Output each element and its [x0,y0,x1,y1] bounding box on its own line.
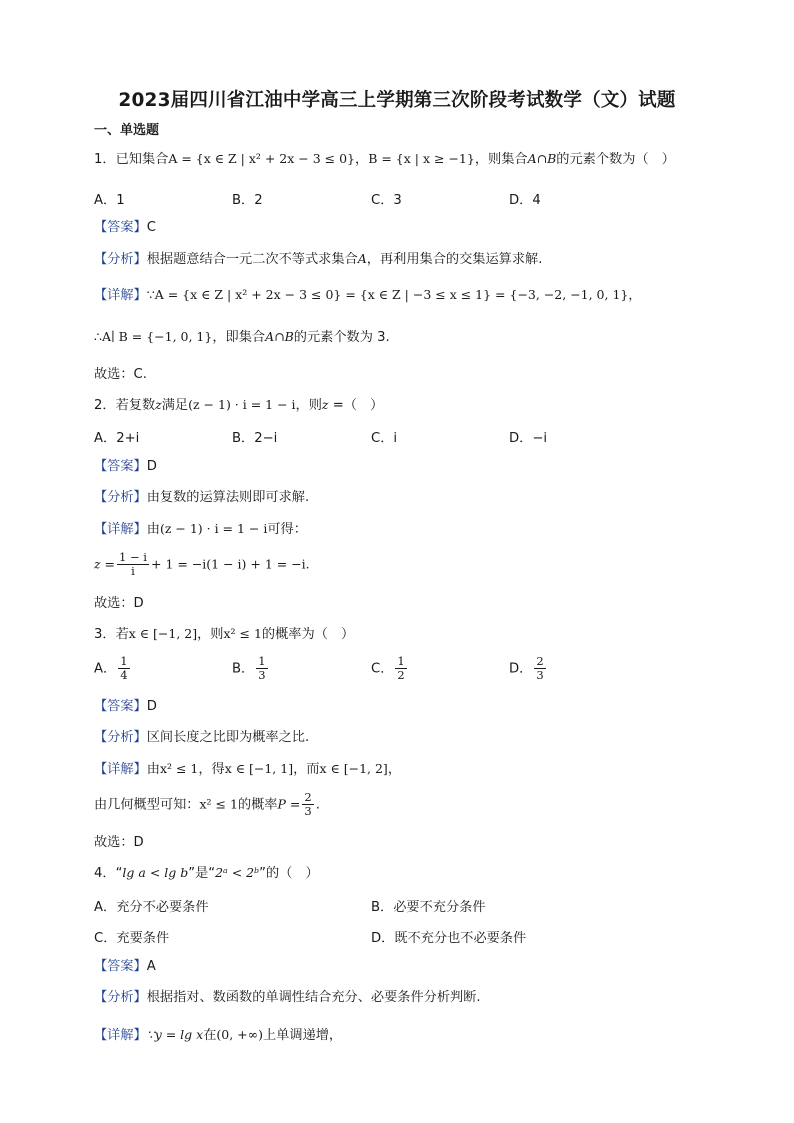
analysis-label: 【分析】 [94,730,147,745]
question-3 [94,625,354,644]
detail-label: 【详解】 [94,288,147,303]
option-d: D．既不充分也不必要条件 [371,931,527,946]
fraction-numerator: 1 − i [119,550,147,564]
detail-line [94,760,401,779]
answer-label: 【答案】 [94,959,147,974]
fraction-denominator: 4 [120,668,128,682]
question-text: “ [115,866,123,881]
option-letter: A． [94,661,117,677]
conclusion-line: 故选：D [94,835,144,850]
answer-line [94,458,157,476]
answer-value: D [146,699,157,714]
fraction-denominator: 2 [397,668,405,682]
option-a: A．2+i [94,431,140,446]
question-number: 4． [94,866,116,881]
inequality-expression: x² ≤ 1 [159,761,199,776]
inequality-expression: x² ≤ 1 [223,626,262,641]
fraction [118,655,129,682]
option-d [509,655,548,682]
math-variable: z [155,397,162,412]
answer-line [94,219,156,237]
detail-line [94,520,307,539]
detail-label: 【详解】 [94,762,147,777]
answer-value: C [146,220,156,235]
analysis-label: 【分析】 [94,990,147,1005]
detail-line [94,286,641,305]
detail-label: 【详解】 [94,522,147,537]
math-variable: z [321,397,329,412]
fraction-denominator: 3 [536,668,544,682]
condition-expression: (z − 1) · i = 1 − i [188,397,296,412]
option-b [232,655,270,682]
detail-text: ，而 [293,762,320,777]
detail-text: 在 [203,1028,217,1043]
detail-math: ∴A∣ B = {−1, 0, 1} [94,329,213,344]
detail-text: ， [387,762,401,777]
option-d: D．4 [509,193,541,208]
fraction-numerator: 2 [536,654,544,668]
math-expression: + 1 = −i(1 − i) + 1 = −i. [151,556,310,572]
fraction [302,791,313,818]
answer-line [94,958,156,976]
interval-expression: (0, +∞) [216,1027,263,1042]
question-number: 2． [94,398,116,413]
question-text: 的概率为（ ） [261,627,355,642]
geometry-line [94,791,320,818]
answer-label: 【答案】 [94,459,147,474]
option-letter: C． [371,661,394,677]
option-c [371,655,409,682]
analysis-label: 【分析】 [94,490,147,505]
option-b: B．2−i [232,431,278,446]
option-a: A．1 [94,193,125,208]
analysis-text: ，再利用集合的交集运算求解. [366,252,543,267]
detail-label: 【详解】 [94,1028,147,1043]
page-title: 2023届四川省江油中学高三上学期第三次阶段考试数学（文）试题 [118,90,676,111]
analysis-line [94,989,481,1007]
analysis-line [94,489,309,507]
set-a-expression: A = {x ∈ Z | x² + 2x − 3 ≤ 0} [168,151,356,166]
set-b-expression: B = {x | x ≥ −1} [368,151,475,166]
fraction [534,655,545,682]
question-2 [94,396,383,415]
option-letter: B． [232,661,255,677]
question-text: ，则 [197,627,224,642]
separator: ， [355,152,369,167]
math-variable: A∩B [265,329,294,344]
detail-line [94,328,390,347]
fraction-numerator: 1 [397,654,405,668]
inequality-expression: x² ≤ 1 [199,796,238,812]
option-b: B．2 [232,193,263,208]
conclusion-line: 故选：C. [94,367,147,382]
fraction-numerator: 2 [304,790,312,804]
question-number: 3． [94,627,116,642]
analysis-label: 【分析】 [94,252,147,267]
option-d: D．−i [509,431,548,446]
condition-expression: x ∈ [−1, 2] [128,626,198,641]
analysis-line [94,729,309,747]
math-expression: P = [277,796,301,812]
fraction [256,655,267,682]
detail-text: 由几何概型可知： [94,797,200,813]
range-expression: x ∈ [−1, 2] [319,761,388,776]
fraction-denominator: i [131,564,135,578]
analysis-text: 根据题意结合一元二次不等式求集合 [146,252,358,267]
intersection-expression: A∩B [527,151,557,166]
answer-value: D [146,459,157,474]
question-text: 满足 [161,398,189,413]
question-text: 若复数 [115,398,156,413]
question-text: ，则 [295,398,322,413]
answer-line [94,698,157,716]
question-1 [94,150,675,169]
question-number: 1． [94,152,116,167]
question-text: 若 [115,627,129,642]
detail-text: 的概率 [237,797,278,813]
option-c: C．3 [371,193,402,208]
math-variable: A [357,251,367,266]
analysis-text: 由复数的运算法则即可求解. [146,490,310,505]
analysis-text: 根据指对、数函数的单调性结合充分、必要条件分析判断. [146,990,481,1005]
answer-label: 【答案】 [94,699,147,714]
detail-text: 上单调递增， [262,1028,343,1043]
question-4 [94,864,319,883]
fraction [395,655,406,682]
conclusion-line: 故选：D [94,596,144,611]
detail-text: . [315,797,320,813]
option-a: A．充分不必要条件 [94,900,209,915]
calculation-line [94,551,310,578]
math-expression: ∵y = lg x [146,1027,204,1042]
math-expression: z = [94,556,116,572]
range-expression: x ∈ [−1, 1] [224,761,294,776]
question-text: 的元素个数为（ ） [556,152,675,167]
detail-text: ，即集合 [212,330,266,345]
fraction-numerator: 1 [258,654,266,668]
option-b: B．必要不充分条件 [371,900,486,915]
fraction-denominator: 3 [258,668,266,682]
option-c: C．充要条件 [94,931,170,946]
condition-expression: lg a < lg b [122,865,189,880]
condition-expression: (z − 1) · i = 1 − i [159,521,268,536]
analysis-line [94,250,542,269]
fraction-denominator: 3 [304,804,312,818]
fraction [117,551,149,578]
detail-text: 的元素个数为 3. [293,330,390,345]
section-heading: 一、单选题 [94,123,160,138]
question-text: ，则集合 [474,152,528,167]
question-text: ”的（ ） [259,866,319,881]
analysis-text: 区间长度之比即为概率之比. [146,730,310,745]
detail-text: 由 [146,762,160,777]
detail-text: 由 [146,522,160,537]
detail-text: 可得： [267,522,307,537]
answer-label: 【答案】 [94,220,147,235]
detail-math: ∵A = {x ∈ Z | x² + 2x − 3 ≤ 0} = {x ∈ Z | −3 ≤ x ≤ 1} = {−3, −2, −1, 0, 1}， [146,287,641,302]
fraction-numerator: 1 [120,654,128,668]
option-letter: D． [509,661,533,677]
question-text: =（ ） [328,398,384,413]
option-c: C．i [371,431,398,446]
answer-value: A [146,959,156,974]
condition-expression: 2ᵃ < 2ᵇ [215,865,260,880]
detail-text: ，得 [198,762,225,777]
detail-line [94,1026,342,1045]
question-text: 已知集合 [115,152,169,167]
option-a [94,655,132,682]
question-text: ”是“ [188,866,216,881]
